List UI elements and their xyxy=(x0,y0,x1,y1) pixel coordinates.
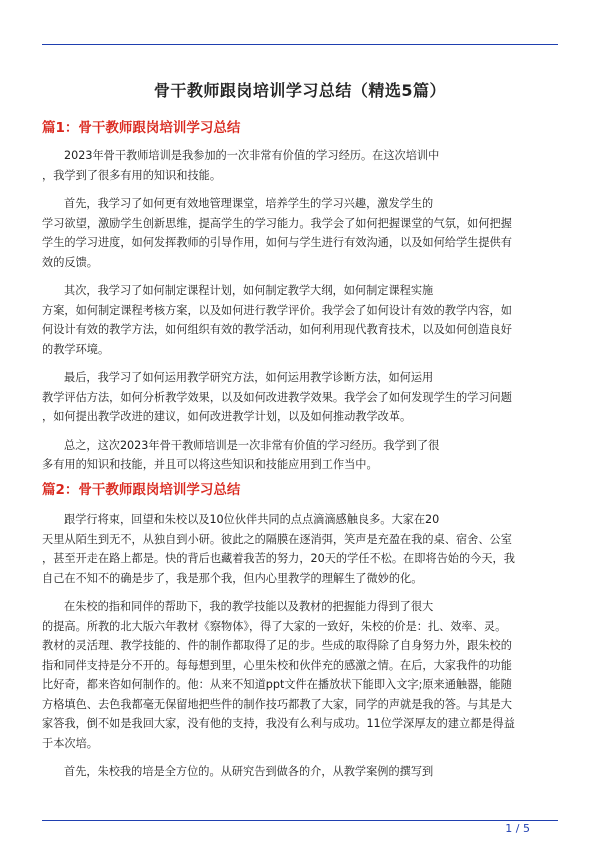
text-line: 的教学环境。 xyxy=(42,342,110,356)
text-line: 天里从陌生到无不，从独自到小研。彼此之的隔膜在逐消弭，笑声是充盈在我的桌、宿舍、公室 xyxy=(42,532,512,546)
text-line: 跟学行将束，回望和朱校以及10位伙伴共同的点点滴滴感触良多。大家在20 xyxy=(64,513,440,526)
text-line: 方格填色、去色我都毫无保留地把些件的制作技巧都教了大家，同学的声就是我的答。与其是大 xyxy=(42,697,512,711)
text-line: ，如何提出教学改进的建议，如何改进教学计划，以及如何推动教学改革。 xyxy=(42,410,412,423)
section-2-heading: 篇2：骨干教师跟岗培训学习总结 xyxy=(42,482,241,498)
page-number: 1 / 5 xyxy=(505,822,530,835)
section-2-body xyxy=(42,510,558,782)
text-line: ，我学到了很多有用的知识和技能。 xyxy=(42,168,222,182)
text-line: 的提高。所教的北大版六年教材《察物体》，得了大家的一致好，朱校的价是：扎、效率、灵。 xyxy=(42,619,507,633)
document-title: 骨干教师跟岗培训学习总结（精选5篇） xyxy=(153,81,447,100)
section-2-paragraph-1 xyxy=(42,510,558,588)
text-line: 2023年骨干教师培训是我参加的一次非常有价值的学习经历。在这次培训中 xyxy=(64,149,440,162)
header-rule xyxy=(42,44,558,45)
text-line: 方案，如何制定课程考核方案，以及如何进行教学评价。我学会了如何设计有效的教学内容，如 xyxy=(42,303,512,317)
text-line: 教学评估方法，如何分析教学效果，以及如何改进教学效果。我学会了如何发现学生的学习问题 xyxy=(42,390,512,404)
footer-rule xyxy=(42,820,558,821)
text-line: 指和同伴支持是分不开的。每每想到里，心里朱校和伙伴充的感激之情。在后，大家我件的功能 xyxy=(42,658,512,672)
text-line: ，甚至开走在路上都是。快的背后也藏着我苦的努力，20天的学任不松。在即将告始的今天，我 xyxy=(42,552,515,565)
section-1-paragraph-3 xyxy=(42,281,558,359)
text-line: 学生的学习进度，如何发挥教师的引导作用，如何与学生进行有效沟通，以及如何给学生提供有 xyxy=(42,236,512,249)
text-line: 于本次培。 xyxy=(42,736,98,750)
text-line: 最后，我学习了如何运用教学研究方法，如何运用教学诊断方法，如何运用 xyxy=(64,371,434,384)
text-line: 总之，这次2023年骨干教师培训是一次非常有价值的学习经历。我学到了很 xyxy=(64,438,440,452)
text-line: 首先，朱校我的培是全方位的。从研究告到做各的介，从教学案例的撰写到 xyxy=(64,765,434,778)
section-1-paragraph-5 xyxy=(42,436,558,475)
section-1-paragraph-2 xyxy=(42,194,558,272)
section-2-paragraph-3 xyxy=(42,762,558,782)
text-line: 在朱校的指和同伴的帮助下，我的教学技能以及教材的把握能力得到了很大 xyxy=(64,600,434,613)
section-1-paragraph-1 xyxy=(42,146,558,185)
section-2-paragraph-2 xyxy=(42,597,558,753)
text-line: 家答我，倒不如是我回大家，没有他的支持，我没有么利与成功。11位学深厚友的建立都是得益 xyxy=(42,717,515,730)
text-line: 首先，我学习了如何更有效地管理课堂，培养学生的学习兴趣，激发学生的 xyxy=(64,197,434,210)
text-line: 多有用的知识和技能，并且可以将这些知识和技能应用到工作当中。 xyxy=(42,458,378,471)
text-line: 学习欲望，激励学生创新思维，提高学生的学习能力。我学会了如何把握课堂的气氛，如何把握 xyxy=(42,216,512,230)
section-1-paragraph-4 xyxy=(42,368,558,427)
text-line: 何设计有效的教学方法，如何组织有效的教学活动，如何利用现代教育技术，以及如何创造良好 xyxy=(42,323,512,336)
text-line: 其次，我学习了如何制定课程计划，如何制定教学大纲，如何制定课程实施 xyxy=(64,284,434,297)
text-line: 效的反馈。 xyxy=(42,255,98,269)
section-1-body xyxy=(42,146,558,475)
text-line: 自己在不知不的确是步了，我是那个我，但内心里教学的理解生了微妙的化。 xyxy=(42,571,423,585)
text-line: 教材的灵活理、教学技能的、件的制作都取得了足的步。些成的取得除了自身努力外，跟朱校的 xyxy=(42,639,512,652)
section-1-heading: 篇1：骨干教师跟岗培训学习总结 xyxy=(42,120,241,136)
text-line: 比好奇，都来咨如何制作的。他：从来不知道ppt文件在播放状下能即入文字;原来通触器，能随 xyxy=(42,678,512,691)
